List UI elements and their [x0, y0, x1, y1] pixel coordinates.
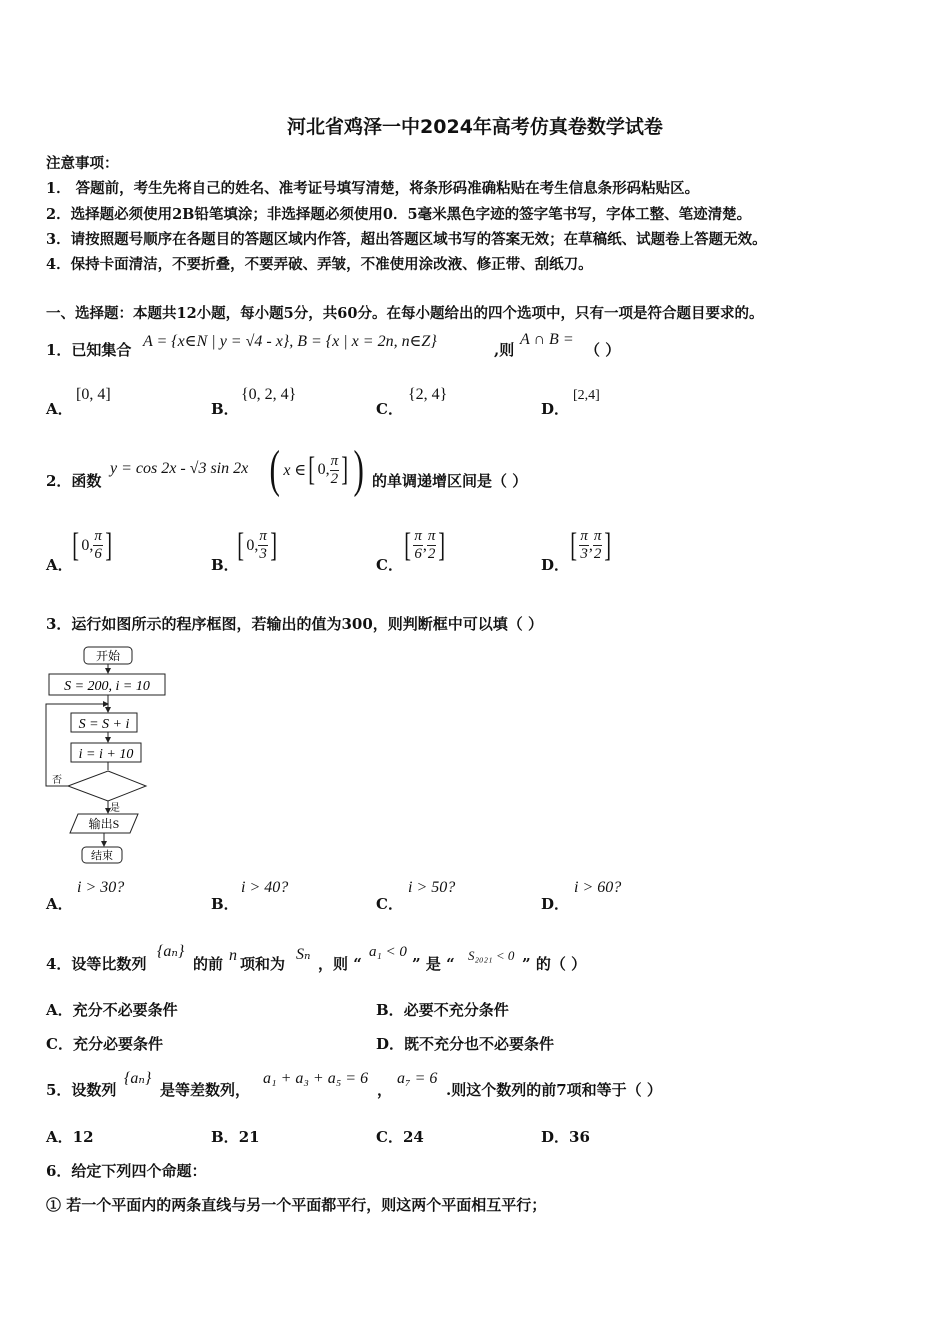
q5-comma: ，: [377, 1081, 393, 1099]
q4-option-b[interactable]: [376, 999, 509, 1020]
q4-n: n: [229, 947, 237, 964]
q2-prefix: 2．函数: [46, 472, 102, 490]
q2-domain-left: 0,: [317, 461, 330, 478]
q3-flowchart: [40, 643, 180, 868]
q2-option-c-value: [ $\frac{\pi}{6}$ , $\frac{\pi}{2}$ ]: [404, 526, 446, 564]
q3-option-c-value: i > 50?: [408, 879, 456, 896]
q1-option-b-label[interactable]: B．: [211, 400, 239, 418]
q2-d-num2: π: [593, 528, 602, 544]
q4-text-5: ” 是 “: [412, 955, 455, 973]
q1-paren: （ ）: [585, 341, 621, 359]
q4-option-d[interactable]: [376, 1033, 554, 1054]
q5-option-c-value: 24: [402, 1128, 424, 1146]
q1-mid: ,则: [494, 341, 515, 359]
q4-option-a-value: 充分不必要条件: [72, 1001, 178, 1019]
q4-option-b-label: B．: [376, 1001, 404, 1019]
q1-option-d-label[interactable]: D．: [541, 400, 570, 418]
q2-b-left: 0,: [246, 536, 259, 554]
flow-step2-text: i = i + 10: [78, 747, 134, 762]
q6-item-1: ① 若一个平面内的两条直线与另一个平面都平行，则这两个平面相互平行；: [46, 1196, 547, 1214]
q2-domain: ( x ∈ [ 0, $\frac{\pi}{2}$ ] ): [269, 441, 365, 498]
q5-option-d-label: D．: [541, 1128, 570, 1146]
q1-option-a-value: [0, 4]: [76, 386, 111, 403]
q4-option-c-label: C．: [46, 1035, 73, 1053]
q4-text-2: 的前: [193, 955, 224, 973]
q4-cond1: a₁ < 0: [369, 944, 407, 960]
flow-output-text: 输出S: [88, 817, 120, 831]
flow-step1-text: S = S + i: [78, 717, 130, 732]
q4-prefix: 4．设等比数列: [46, 955, 147, 973]
q3-option-c-label[interactable]: C．: [376, 895, 403, 913]
q2-d-den2: 2: [593, 546, 602, 562]
notice-item-2: 2．选择题必须使用2B铅笔填涂；非选择题必须使用0．5毫米黑色字迹的签字笔书写，字体工整、笔迹清楚。: [46, 206, 752, 223]
q1-option-c-value: {2, 4}: [408, 386, 448, 403]
q5-option-c-label: C．: [376, 1128, 403, 1146]
q1-sets: A = {x∈N | y = √4 - x}, B = {x | x = 2n, n∈Z}: [143, 333, 437, 350]
q2-a-den: 6: [94, 546, 102, 562]
q1-option-b-value: {0, 2, 4}: [241, 386, 297, 403]
q5-prefix: 5．设数列: [46, 1081, 117, 1099]
q2-option-d-value: [ $\frac{\pi}{3}$ , $\frac{\pi}{2}$ ]: [570, 526, 612, 564]
q4-option-d-value: 既不充分也不必要条件: [404, 1035, 555, 1053]
q2-option-a-label[interactable]: A．: [46, 556, 73, 574]
q5-text-2: 是等差数列，: [160, 1081, 251, 1099]
q3-option-b-label[interactable]: B．: [211, 895, 239, 913]
flow-end-text: 结束: [91, 850, 113, 862]
section-heading: 一、选择题：本题共12小题，每小题5分，共60分。在每小题给出的四个选项中，只有一项是符合题目要求的。: [46, 305, 764, 322]
q4-seq: {aₙ}: [157, 943, 185, 960]
q2-d-den1: 3: [580, 546, 588, 562]
q3-option-a-value: i > 30?: [77, 879, 125, 896]
q5-eq1: a₁ + a₃ + a₅ = 6: [263, 1070, 369, 1087]
q2-c-den2: 2: [427, 546, 436, 562]
q3-option-d-value: i > 60?: [574, 879, 622, 896]
q4-option-d-label: D．: [376, 1035, 405, 1053]
q5-option-a-value: 12: [72, 1128, 94, 1146]
q2-option-c-label[interactable]: C．: [376, 556, 403, 574]
q4-sn: Sₙ: [296, 946, 311, 963]
q4-text-3: 项和为: [240, 955, 286, 973]
q2-c-num1: π: [414, 528, 422, 544]
q2-option-b-label[interactable]: B．: [211, 556, 239, 574]
q5-text-3: .则这个数列的前7项和等于（ ）: [446, 1081, 662, 1099]
notice-item-4: 4．保持卡面清洁，不要折叠，不要弄破、弄皱，不准使用涂改液、修正带、刮纸刀。: [46, 256, 593, 273]
flow-no-label: 否: [52, 775, 62, 786]
flow-init-text: S = 200, i = 10: [64, 679, 150, 694]
q5-option-d-value: 36: [569, 1128, 590, 1146]
notice-item-1: 1． 答题前，考生先将自己的姓名、准考证号填写清楚，将条形码准确粘贴在考生信息条形码粘贴区。: [46, 180, 700, 197]
q5-option-a-label: A．: [46, 1128, 73, 1146]
flow-start-text: 开始: [95, 649, 121, 663]
q2-suffix: 的单调递增区间是（ ）: [372, 472, 528, 490]
q2-b-num: π: [259, 528, 267, 544]
q5-option-a[interactable]: [46, 1126, 94, 1147]
q4-option-b-value: 必要不充分条件: [403, 1001, 509, 1019]
page-title: 河北省鸡泽一中2024年高考仿真卷数学试卷: [287, 116, 663, 138]
q6-stem: 6．给定下列四个命题：: [46, 1162, 207, 1180]
q1-option-d-value: [2,4]: [573, 388, 600, 403]
q2-option-b-value: [ 0, $\frac{\pi}{3}$ ]: [237, 526, 277, 564]
flow-decision: [68, 771, 146, 801]
q2-option-d-label[interactable]: D．: [541, 556, 570, 574]
q2-function: y = cos 2x - √3 sin 2x: [110, 460, 249, 477]
q4-cond2: S₂₀₂₁ < 0: [468, 948, 515, 963]
q4-option-c-value: 充分必要条件: [72, 1035, 163, 1053]
q5-option-b-label: B．: [211, 1128, 239, 1146]
q2-domain-num: π: [330, 452, 339, 469]
q2-a-num: π: [94, 528, 102, 544]
q1-prefix: 1．已知集合: [46, 341, 132, 359]
q2-b-den: 3: [259, 546, 267, 562]
q4-text-6: ” 的（ ）: [522, 955, 587, 973]
q3-stem: 3．运行如图所示的程序框图，若输出的值为300，则判断框中可以填（ ）: [46, 615, 543, 633]
q5-seq: {aₙ}: [124, 1070, 152, 1087]
q2-d-num1: π: [580, 528, 588, 544]
q2-domain-den: 2: [330, 470, 339, 487]
q4-option-a[interactable]: [46, 999, 178, 1020]
q2-c-den1: 6: [414, 546, 422, 562]
q5-option-b[interactable]: [211, 1126, 260, 1147]
q1-option-a-label[interactable]: A．: [46, 400, 73, 418]
q2-c-num2: π: [427, 528, 436, 544]
flow-yes-label: 是: [110, 803, 120, 814]
q5-option-c[interactable]: [376, 1126, 424, 1147]
q2-domain-var: x ∈: [283, 462, 307, 479]
q4-text-4: ，则 “: [318, 955, 362, 973]
q1-expr: A ∩ B =: [520, 331, 574, 348]
q1-option-c-label[interactable]: C．: [376, 400, 403, 418]
q3-option-a-label[interactable]: A．: [46, 895, 73, 913]
q2-option-a-value: [ 0, $\frac{\pi}{6}$ ]: [72, 526, 112, 564]
q3-option-d-label[interactable]: D．: [541, 895, 570, 913]
notice-heading: 注意事项：: [46, 155, 119, 172]
q5-option-b-value: 21: [238, 1128, 260, 1146]
q4-option-a-label: A．: [46, 1001, 73, 1019]
notice-item-3: 3．请按照题号顺序在各题目的答题区域内作答，超出答题区域书写的答案无效；在草稿纸、试题卷上答题无效。: [46, 231, 767, 248]
q3-option-b-value: i > 40?: [241, 879, 289, 896]
q5-option-d[interactable]: [541, 1126, 590, 1147]
q4-option-c[interactable]: [46, 1033, 163, 1054]
q2-a-left: 0,: [81, 536, 94, 554]
q5-eq2: a₇ = 6: [397, 1070, 438, 1087]
